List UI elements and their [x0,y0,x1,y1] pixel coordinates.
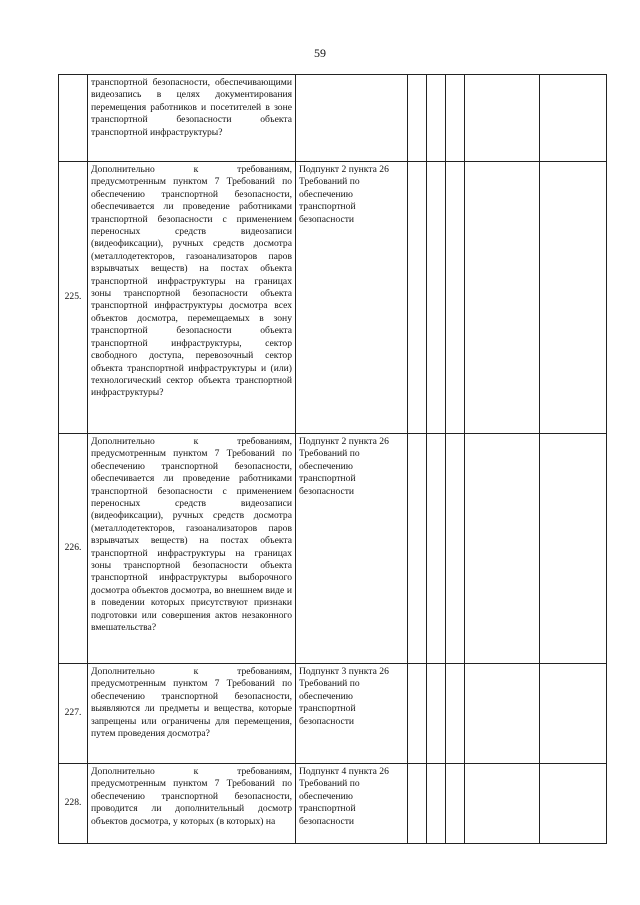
empty-answer-cell [540,434,607,664]
empty-answer-cell [465,75,540,162]
empty-answer-cell [446,764,465,844]
question-cell: Дополнительно к требованиям, предусмотренным пунктом 7 Требований по обеспечению транспортной безопасности, проводится ли дополнительный досмотр объектов досмотра, у которых (в которых) на [88,764,296,844]
empty-answer-cell [540,75,607,162]
row-number: 227. [59,664,88,764]
legal-reference-cell: Подпункт 3 пункта 26 Требований по обеспечению транспортной безопасности [296,664,408,764]
question-cell: транспортной безопасности, обеспечивающими видеозапись в целях документирования перемещения работников и посетителей в зоне транспортной безопасности объекта транспортной инфраструктуры? [88,75,296,162]
empty-answer-cell [446,75,465,162]
checklist-row [59,434,607,664]
legal-reference-cell: Подпункт 4 пункта 26 Требований по обеспечению транспортной безопасности [296,764,408,844]
checklist-rows [59,75,607,844]
empty-answer-cell [427,162,446,434]
empty-answer-cell [540,162,607,434]
empty-answer-cell [465,764,540,844]
empty-answer-cell [540,764,607,844]
legal-reference-cell [296,75,408,162]
page-number: 59 [314,46,326,60]
empty-answer-cell [465,434,540,664]
empty-answer-cell [427,75,446,162]
empty-answer-cell [446,162,465,434]
checklist-table [58,74,607,844]
row-number [59,75,88,162]
empty-answer-cell [446,434,465,664]
empty-answer-cell [446,664,465,764]
empty-answer-cell [408,434,427,664]
checklist-row [59,764,607,844]
checklist-row [59,75,607,162]
empty-answer-cell [465,162,540,434]
legal-reference-cell: Подпункт 2 пункта 26 Требований по обеспечению транспортной безопасности [296,434,408,664]
empty-answer-cell [408,664,427,764]
empty-answer-cell [540,664,607,764]
empty-answer-cell [408,75,427,162]
empty-answer-cell [408,764,427,844]
question-cell: Дополнительно к требованиям, предусмотренным пунктом 7 Требований по обеспечению транспортной безопасности, выявляются ли предметы и вещества, которые запрещены или ограничены для перемещения, путем проведения досмотра? [88,664,296,764]
empty-answer-cell [427,434,446,664]
legal-reference-cell: Подпункт 2 пункта 26 Требований по обеспечению транспортной безопасности [296,162,408,434]
empty-answer-cell [427,764,446,844]
empty-answer-cell [408,162,427,434]
empty-answer-cell [465,664,540,764]
question-cell: Дополнительно к требованиям, предусмотренным пунктом 7 Требований по обеспечению транспортной безопасности, обеспечивается ли проведение работниками транспортной безопасности с применением переносных средств видеозаписи (видеофиксации), ручных средств досмотра (металлодетекторов, газоанализаторов паров взрывчатых веществ) на постах объекта транспортной инфраструктуры на границах зоны транспортной безопасности объекта транспортной инфраструктуры досмотра всех объектов досмотра, перемещаемых в зону транспортной безопасности объекта транспортной инфраструктуры, сектор свободного доступа, перевозочный сектор объекта транспортной инфраструктуры и (или) технологический сектор объекта транспортной инфраструктуры? [88,162,296,434]
checklist-row [59,664,607,764]
row-number: 225. [59,162,88,434]
checklist-row [59,162,607,434]
empty-answer-cell [427,664,446,764]
row-number: 226. [59,434,88,664]
row-number: 228. [59,764,88,844]
question-cell: Дополнительно к требованиям, предусмотренным пунктом 7 Требований по обеспечению транспортной безопасности, обеспечивается ли проведение работниками транспортной безопасности с применением переносных средств видеозаписи (видеофиксации), ручных средств досмотра (металлодетекторов, газоанализаторов паров взрывчатых веществ) на постах объекта транспортной инфраструктуры на границах зоны транспортной безопасности объекта транспортной инфраструктуры выборочного досмотра объектов досмотра, во внешнем виде и в поведении которых присутствуют признаки подготовки или совершения актов незаконного вмешательства? [88,434,296,664]
